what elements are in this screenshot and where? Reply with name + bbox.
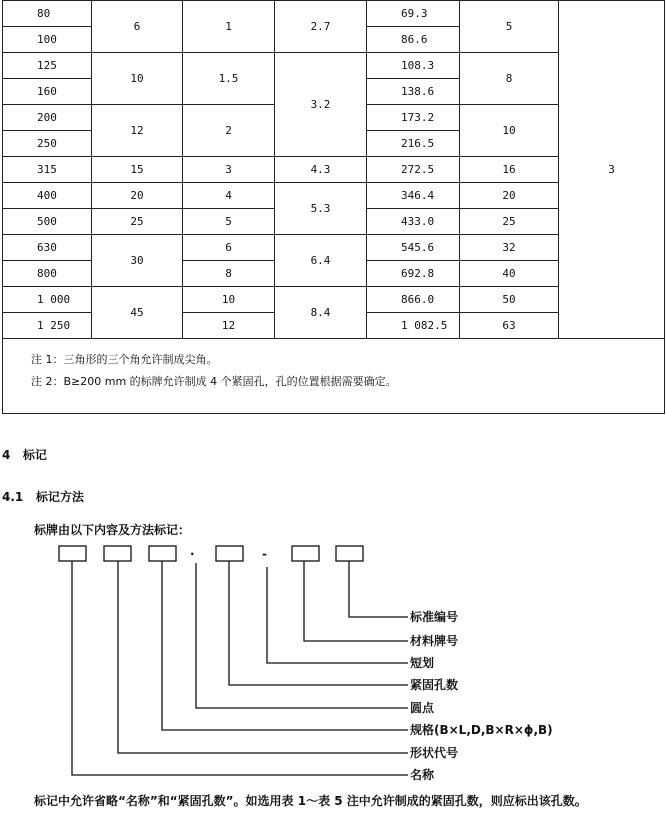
table-cell: 100 [3, 27, 92, 53]
label-shape-code: 形状代号 [410, 746, 459, 760]
box-material [292, 546, 319, 561]
table-cell: 5 [183, 209, 275, 235]
table-cell: 200 [3, 105, 92, 131]
table-cell: 160 [3, 79, 92, 105]
label-material: 材料牌号 [410, 634, 459, 648]
table-cell: 800 [3, 261, 92, 287]
table-cell: 315 [3, 157, 92, 183]
table-cell: 12 [183, 313, 275, 339]
subsection-title: 标记方法 [35, 490, 84, 504]
table-cell: 20 [92, 183, 183, 209]
leader-name [72, 561, 408, 775]
closing-paragraph: 标记中允许省略“名称”和“紧固孔数”。如选用表 1～表 5 注中允许制成的紧固孔数，则应标出该孔数。 [34, 794, 587, 808]
table-cell: 6.4 [275, 235, 367, 287]
label-spec: 规格(B×L,D,B×R×ϕ,B) [410, 723, 553, 737]
leader-spec [162, 561, 408, 730]
table-cell: 4 [183, 183, 275, 209]
table-cell: 866.0 [367, 287, 460, 313]
box-standard [336, 546, 363, 561]
label-name: 名称 [410, 768, 435, 782]
table-cell: 433.0 [367, 209, 460, 235]
table-row [3, 1, 665, 27]
table-cell: 6 [92, 1, 183, 53]
table-cell: 2 [183, 105, 275, 157]
table-cell: 1 082.5 [367, 313, 460, 339]
table-cell: 5 [460, 1, 559, 53]
table-cell: 15 [92, 157, 183, 183]
table-cell: 630 [3, 235, 92, 261]
subsection-heading [2, 488, 84, 505]
table-cell: 50 [460, 287, 559, 313]
table-cell: 40 [460, 261, 559, 287]
table-cell: 125 [3, 53, 92, 79]
label-hole-count: 紧固孔数 [410, 678, 459, 692]
dot-symbol: · [190, 547, 195, 561]
box-shape-code [104, 546, 131, 561]
table-cell: 2.7 [275, 1, 367, 53]
table-cell: 12 [92, 105, 183, 157]
marking-diagram [0, 540, 666, 785]
table-cell: 30 [92, 235, 183, 287]
leader-material [304, 561, 408, 641]
table-cell: 8 [460, 53, 559, 105]
label-dot: 圆点 [410, 701, 435, 715]
leader-dash [267, 567, 408, 663]
table-cell: 346.4 [367, 183, 460, 209]
table-cell: 69.3 [367, 1, 460, 27]
table-cell: 272.5 [367, 157, 460, 183]
table-cell: 173.2 [367, 105, 460, 131]
leader-standard [349, 561, 408, 617]
table-cell: 86.6 [367, 27, 460, 53]
table-cell: 5.3 [275, 183, 367, 235]
table-cell: 8.4 [275, 287, 367, 339]
leader-hole-count [229, 561, 408, 685]
table-cell: 6 [183, 235, 275, 261]
table-cell: 1.5 [183, 53, 275, 105]
section-title: 标记 [22, 448, 47, 462]
note-2: 注 2：B≥200 mm 的标牌允许制成 4 个紧固孔，孔的位置根据需要确定。 [31, 375, 397, 388]
subsection-number: 4.1 [2, 490, 24, 504]
label-standard: 标准编号 [410, 610, 459, 624]
table-cell: 500 [3, 209, 92, 235]
spec-table-container [2, 0, 664, 414]
section-heading [2, 446, 47, 463]
table-cell: 10 [460, 105, 559, 157]
leader-dot [196, 563, 408, 708]
spec-table [2, 0, 665, 414]
box-hole-count [216, 546, 243, 561]
table-notes [3, 339, 665, 414]
table-cell: 4.3 [275, 157, 367, 183]
table-cell: 20 [460, 183, 559, 209]
intro-text: 标牌由以下内容及方法标记： [34, 523, 191, 537]
table-cell: 138.6 [367, 79, 460, 105]
table-cell: 63 [460, 313, 559, 339]
table-cell: 3.2 [275, 53, 367, 157]
table-cell: 400 [3, 183, 92, 209]
table-cell: 545.6 [367, 235, 460, 261]
box-spec [149, 546, 176, 561]
table-cell: 692.8 [367, 261, 460, 287]
table-cell: 108.3 [367, 53, 460, 79]
notes-row [3, 339, 665, 414]
table-cell: 25 [92, 209, 183, 235]
table-cell: 3 [183, 157, 275, 183]
table-cell: 1 250 [3, 313, 92, 339]
label-dash: 短划 [410, 656, 435, 670]
table-cell: 3 [559, 1, 665, 339]
dash-symbol: - [262, 547, 267, 561]
table-cell: 1 000 [3, 287, 92, 313]
table-cell: 8 [183, 261, 275, 287]
table-cell: 1 [183, 1, 275, 53]
table-cell: 250 [3, 131, 92, 157]
section-number: 4 [2, 448, 11, 462]
table-cell: 80 [3, 1, 92, 27]
table-cell: 32 [460, 235, 559, 261]
table-cell: 10 [92, 53, 183, 105]
table-cell: 16 [460, 157, 559, 183]
table-cell: 10 [183, 287, 275, 313]
note-1: 注 1：三角形的三个角允许制成尖角。 [31, 353, 218, 366]
table-cell: 25 [460, 209, 559, 235]
table-cell: 216.5 [367, 131, 460, 157]
table-cell: 45 [92, 287, 183, 339]
box-name [59, 546, 86, 561]
